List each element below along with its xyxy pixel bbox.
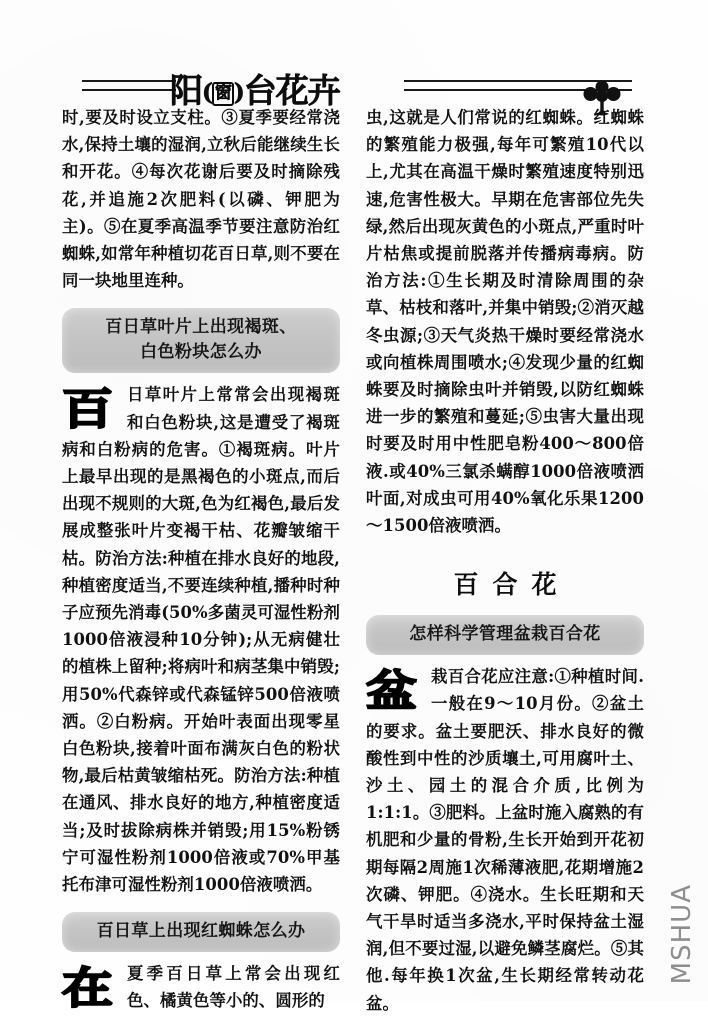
section-banner-red-spider	[62, 912, 340, 952]
banner-line-1: 百日草上出现红蜘蛛怎么办	[96, 921, 306, 942]
section3-dropcap: 盆	[366, 667, 417, 718]
watermark-text: MSHUA	[667, 883, 697, 985]
section1-paragraph	[62, 381, 340, 898]
section2-body-text: 夏季百日草上常会出现红色、橘黄色等小的、圆形的	[127, 964, 340, 1011]
masthead-rule-left	[82, 80, 176, 91]
article-title-lily: 百合花	[453, 570, 571, 600]
right-continued-paragraph: 虫,这就是人们常说的红蜘蛛。红蜘蛛的繁殖能力极强,每年可繁殖10代以上,尤其在高温干燥时繁殖速度特别迅速,危害性极大。早期在危害部位先失绿,然后出现灰黄色的小斑点,严重时叶片枯焦或提前脱落并传播病毒病。防治方法:①生长期及时清除周围的杂草、枯枝和落叶,并集中销毁;②消灭越冬虫源;③天气炎热干燥时要经常浇水或向植株周围喷水;④发现少量的红蜘蛛要及时摘除虫叶并销毁,以防红蜘蛛进一步的繁殖和蔓延;⑤虫害大量出现时要及时用中性肥皂粉400～800倍液.或40%三氯杀螨醇1000倍液喷洒叶面,对成虫可用40%氧化乐果1200～1500倍液喷洒。	[366, 108, 644, 536]
section3-body-text: 栽百合花应注意:①种植时间.一般在9～10月份。②盆土的要求。盆土要肥沃、排水良好的微酸性到中性的沙质壤土,可用腐叶土、沙土、园土的混合介质,比例为1:1:1。③肥料。上盆时施入腐熟的有机肥和少量的骨粉,生长开始到开花初期每隔2周施1次稀薄液肥,花期增施2次磷、钾肥。④浇水。生长旺期和天气干旱时适当多浇水,平时保持盆土湿润,但不要过湿,以避免鳞茎腐烂。⑤其他.每年换1次盆,生长期经常转动花盆。	[366, 667, 644, 1013]
page-masthead	[0, 38, 708, 110]
masthead-title	[170, 71, 340, 110]
masthead-window-char: 窗	[212, 82, 234, 106]
section3-paragraph	[366, 663, 644, 1017]
section2-dropcap: 在	[62, 964, 113, 1015]
masthead-title-char-1: 阳	[170, 71, 202, 110]
section1-body-text: 日草叶片上常常会出现褐斑和白色粉块,这是遭受了褐斑病和白粉病的危害。①褐斑病。叶片上最早出现的是黑褐色的小斑点,而后出现不规则的大斑,色为红褐色,最后发展成整张叶片变褐干枯、花瓣皱缩干枯。防治方法:种植在排水良好的地段,种植密度适当,不要连续种植,播种时种子应预先消毒(50%多菌灵可湿性粉剂1000倍液浸种10分钟);从无病健壮的植株上留种;将病叶和病茎集中销毁;用50%代森锌或代森锰锌500倍液喷洒。②白粉病。开始叶表面出现零星白色粉块,接着叶面布满灰白色的粉状物,最后枯黄皱缩枯死。防治方法:种植在通风、排水良好的地方,种植密度适当;及时拔除病株并销毁;用15%粉锈宁可湿性粉剂1000倍液或70%甲基托布津可湿性粉剂1000倍液喷洒。	[62, 385, 340, 895]
section2-paragraph	[62, 960, 340, 1014]
masthead-paren-close: )	[233, 79, 244, 106]
masthead-title-rest: 台花卉	[243, 71, 340, 110]
banner-line-2: 白色粉块怎么办	[140, 342, 262, 363]
banner-line-1: 百日草叶片上出现褐斑、	[105, 317, 297, 338]
section-banner-brown-spots	[62, 308, 340, 373]
section-banner-potted-lily	[366, 615, 644, 655]
section1-dropcap: 百	[62, 385, 113, 436]
banner-line-1: 怎样科学管理盆栽百合花	[409, 624, 601, 645]
watermark	[660, 875, 704, 993]
right-column	[366, 104, 644, 1017]
left-continued-paragraph: 时,要及时设立支柱。③夏季要经常浇水,保持土壤的湿润,立秋后能继续生长和开花。④每次花谢后要及时摘除残花,并追施2次肥料(以磷、钾肥为主)。⑤在夏季高温季节要注意防治红蜘蛛,如常年种植切花百日草,则不要在同一块地里连种。	[62, 108, 340, 291]
left-column	[62, 104, 340, 1015]
masthead-paren-open: (	[202, 79, 212, 106]
